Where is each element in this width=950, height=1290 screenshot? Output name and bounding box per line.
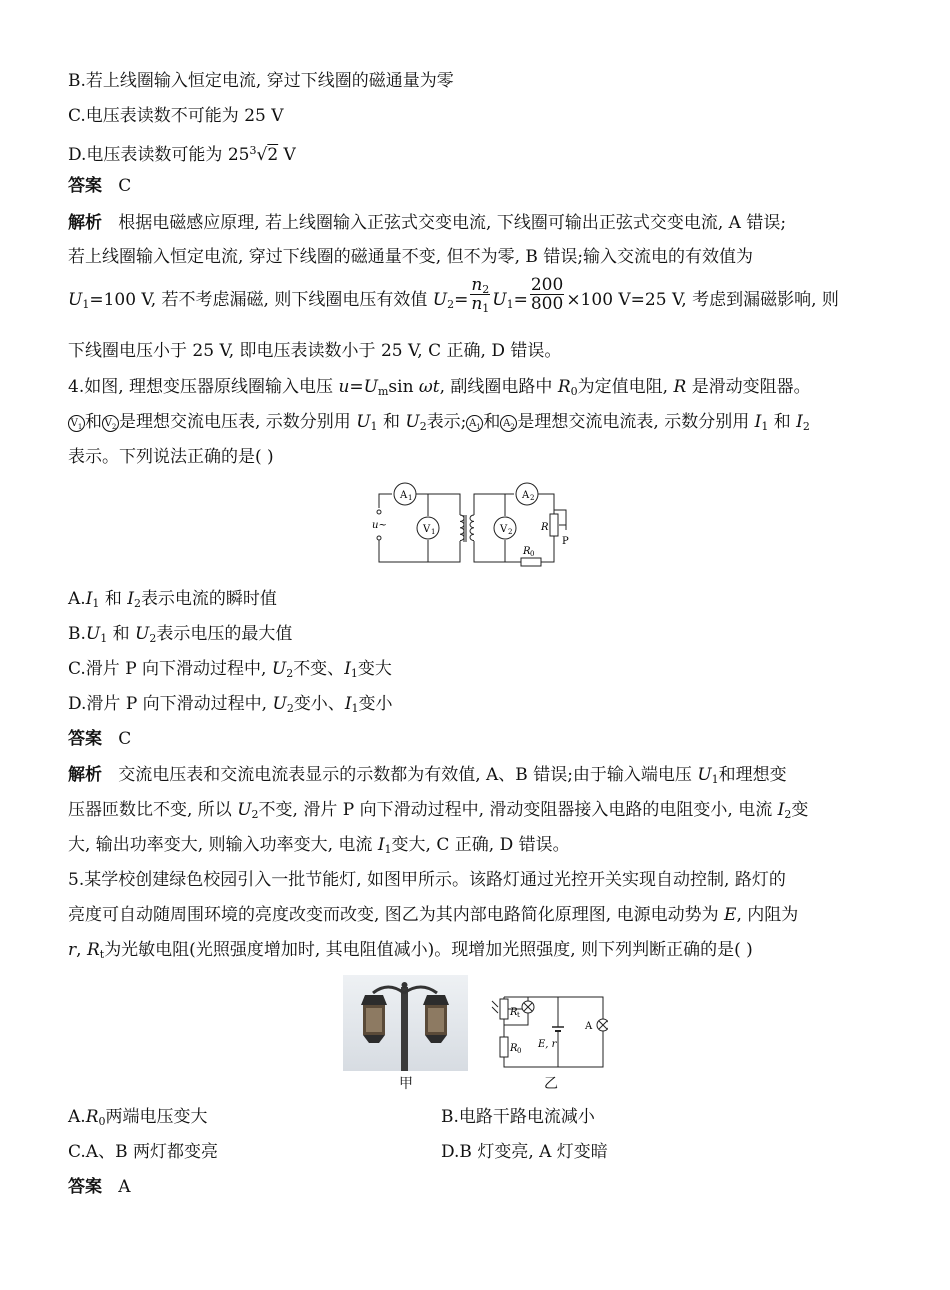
q3-analysis-line-4: 下线圈电压小于 25 V, 即电压表读数小于 25 V, C 正确, D 错误。 xyxy=(68,341,562,361)
q3-option-d-text: D.电压表读数可能为 25 xyxy=(68,145,250,165)
sub: 0 xyxy=(98,1115,106,1128)
frac-num: 200 xyxy=(530,275,564,295)
sym: U xyxy=(237,800,252,820)
fraction-200-800 xyxy=(530,276,564,313)
sub: 2 xyxy=(482,283,490,296)
q5-stem-line-2 xyxy=(68,904,798,926)
analysis-text: 根据电磁感应原理, 若上线圈输入正弦式交变电流, 下线圈可输出正弦式交变电流, A 错误; xyxy=(118,213,787,233)
sub: 2 xyxy=(286,702,294,715)
q4-option-a xyxy=(68,588,277,610)
sub: t xyxy=(99,948,105,961)
sym-u: U xyxy=(68,290,83,310)
eq: = xyxy=(454,290,469,310)
caption-yi: 乙 xyxy=(544,1076,558,1092)
sym: u xyxy=(338,377,350,397)
text: 和 xyxy=(773,412,797,432)
ammeter-a2-icon: $A_2$ xyxy=(500,415,517,432)
sub: 2 xyxy=(133,597,141,610)
sub: 2 xyxy=(286,667,294,680)
voltmeter-v2-icon: $V_2$ xyxy=(102,415,119,432)
text: sin xyxy=(388,377,419,397)
text: 为定值电阻, xyxy=(577,377,674,397)
sub: 1 xyxy=(761,420,769,433)
analysis-text: ×100 V=25 V, 考虑到漏磁影响, 则 xyxy=(566,290,839,310)
text: 变大, C 正确, D 错误。 xyxy=(391,835,570,855)
answer-label: 答案 xyxy=(68,729,102,749)
fig-label-er: E, r xyxy=(538,1039,557,1050)
fig-label-r0: R xyxy=(523,546,531,557)
text: 亮度可自动随周围环境的亮度改变而改变, 图乙为其内部电路简化原理图, 电源电动势为 xyxy=(68,905,725,925)
q4-option-d xyxy=(68,693,393,715)
fig-sub: 0 xyxy=(530,550,535,558)
q3-option-d: D.电压表读数可能为 $25^3√2$ V xyxy=(68,144,296,165)
analysis-text: =100 V, 若不考虑漏磁, 则下线圈电压有效值 xyxy=(89,290,433,310)
q3-analysis-line-1 xyxy=(68,212,786,234)
fig-label-r0: R xyxy=(510,1043,518,1054)
cube-root-symbol: 3 xyxy=(249,144,257,157)
text: 表示; xyxy=(426,412,467,432)
sym: U xyxy=(405,412,420,432)
fig-label-rt: R xyxy=(510,1007,518,1018)
text: 大, 输出功率变大, 则输入功率变大, 电流 xyxy=(68,835,378,855)
text: 变小 xyxy=(358,694,393,714)
fig-sub: 1 xyxy=(431,528,436,536)
q4-analysis-line-3 xyxy=(68,834,570,856)
text: 和理想变 xyxy=(718,765,787,785)
q5-option-b: B.电路干路电流减小 xyxy=(441,1107,595,1127)
sub: 2 xyxy=(802,420,810,433)
sym: U xyxy=(363,377,378,397)
ammeter-a1-icon: $A_1$ xyxy=(466,415,483,432)
text: D.滑片 P 向下滑动过程中, xyxy=(68,694,273,714)
sub: 2 xyxy=(784,808,792,821)
text: 表示电流的瞬时值 xyxy=(140,589,277,609)
sub: 2 xyxy=(419,420,427,433)
sub: 2 xyxy=(251,808,259,821)
text: 交流电压表和交流电流表显示的示数都为有效值, A、B 错误;由于输入端电压 xyxy=(118,765,698,785)
q3-analysis-line-3 xyxy=(68,275,839,315)
answer-label: 答案 xyxy=(68,1177,102,1197)
sym: I xyxy=(85,589,93,609)
sym: ωt xyxy=(418,377,440,397)
resistor-r0 xyxy=(521,558,541,566)
text: 变 xyxy=(791,800,809,820)
fig-sub: 2 xyxy=(508,528,513,536)
lamp-left xyxy=(361,995,387,1043)
text: 和 xyxy=(483,412,501,432)
radicand: 2 xyxy=(267,145,279,165)
sub: m xyxy=(377,385,389,398)
fig-sub: 0 xyxy=(517,1047,522,1055)
q5-stem-line-3 xyxy=(68,939,753,961)
q3-answer xyxy=(68,175,131,197)
transformer-circuit-diagram xyxy=(370,478,585,570)
text: , 内阻为 xyxy=(736,905,799,925)
fraction-n2-n1 xyxy=(470,276,490,313)
q4-stem-line-3: 表示。下列说法正确的是( ) xyxy=(68,447,274,467)
sub: 2 xyxy=(149,632,157,645)
sym: U xyxy=(135,624,150,644)
opt: A. xyxy=(68,1107,86,1127)
sym-u: U xyxy=(492,290,507,310)
text: 是理想交流电流表, 示数分别用 xyxy=(517,412,755,432)
text: 是理想交流电压表, 示数分别用 xyxy=(119,412,357,432)
q4-option-b xyxy=(68,623,292,645)
q5-option-c: C.A、B 两灯都变亮 xyxy=(68,1142,218,1162)
sym: R xyxy=(673,377,687,397)
fig-label-r: R xyxy=(541,522,549,533)
q5-option-a xyxy=(68,1106,208,1128)
answer-value: A xyxy=(118,1177,131,1197)
text: , 副线圈电路中 xyxy=(439,377,558,397)
sub: 1 xyxy=(711,773,719,786)
fig-label-p: P xyxy=(562,536,569,547)
text: 是滑动变阻器。 xyxy=(691,377,811,397)
rheostat-r xyxy=(550,514,558,536)
voltmeter-v1-icon: $V_1$ xyxy=(68,415,85,432)
light-control-circuit-diagram xyxy=(488,985,608,1073)
sub: 1 xyxy=(370,420,378,433)
sym: U xyxy=(697,765,712,785)
sym: I xyxy=(796,412,803,432)
q5-stem-line-1: 5.某学校创建绿色校园引入一批节能灯, 如图甲所示。该路灯通过光控开关实现自动控制, 路灯的 xyxy=(68,870,786,890)
q4-stem-line-2 xyxy=(68,411,810,433)
sub: 2 xyxy=(447,298,455,311)
sub: 1 xyxy=(350,667,358,680)
q5-option-d: D.B 灯变亮, A 灯变暗 xyxy=(441,1142,608,1162)
opt: A. xyxy=(68,589,86,609)
text: 4.如图, 理想变压器原线圈输入电压 xyxy=(68,377,339,397)
sym-u: U xyxy=(432,290,448,310)
q4-stem-line-1: 4.如图, 理想变压器原线圈输入电压 $u=U_m\sin$ ωt, 副线圈电路中 $R_0$为定值电阻, R 是滑动变阻器。 xyxy=(68,377,811,398)
sym: U xyxy=(271,659,287,679)
fig-label-u: u~ xyxy=(372,520,387,531)
sym: I xyxy=(754,412,762,432)
street-lamp-drawing xyxy=(343,975,468,1071)
sub: 1 xyxy=(100,632,108,645)
photoresistor-rt xyxy=(500,999,508,1019)
text: 表示电压的最大值 xyxy=(156,624,293,644)
q4-answer xyxy=(68,728,131,750)
resistor-r0 xyxy=(500,1037,508,1057)
sym: I xyxy=(777,800,785,820)
text: 和 xyxy=(382,412,406,432)
sym: U xyxy=(356,412,371,432)
q3-option-c: C.电压表读数不可能为 25 V xyxy=(68,106,284,126)
text: C.滑片 P 向下滑动过程中, xyxy=(68,659,272,679)
text: 变小、 xyxy=(293,694,345,714)
text: 为光敏电阻(光照强度增加时, 其电阻值减小)。现增加光照强度, 则下列判断正确的是( ) xyxy=(104,940,753,960)
text: 和 xyxy=(104,589,128,609)
answer-label: 答案 xyxy=(68,176,102,196)
analysis-label: 解析 xyxy=(68,213,102,233)
analysis-label: 解析 xyxy=(68,765,102,785)
sub: 0 xyxy=(570,385,578,398)
sub: 1 xyxy=(384,843,392,856)
lamp-right xyxy=(423,995,449,1043)
sym: U xyxy=(272,694,287,714)
sym: I xyxy=(344,694,352,714)
q3-analysis-line-2: 若上线圈输入恒定电流, 穿过下线圈的磁通量不变, 但不为零, B 错误;输入交流电的有效值为 xyxy=(68,247,754,267)
q4-option-c xyxy=(68,658,392,680)
sym: r xyxy=(68,940,77,960)
sub: 1 xyxy=(351,702,359,715)
sym: I xyxy=(127,589,134,609)
sym: R xyxy=(86,940,100,960)
fig-label-v2: V xyxy=(500,524,508,535)
sym: R xyxy=(557,377,571,397)
sub: 1 xyxy=(506,298,514,311)
q3-option-b: B.若上线圈输入恒定电流, 穿过下线圈的磁通量为零 xyxy=(68,71,454,91)
q4-analysis-line-2 xyxy=(68,799,808,821)
answer-value: C xyxy=(118,729,132,749)
sub: 1 xyxy=(482,302,490,315)
text: , xyxy=(76,940,87,960)
q4-analysis-line-1 xyxy=(68,764,787,786)
text: 两端电压变大 xyxy=(105,1107,208,1127)
caption-jia: 甲 xyxy=(399,1076,413,1092)
sym: I xyxy=(377,835,385,855)
fig-label-a2: A xyxy=(522,490,530,501)
sym: U xyxy=(85,624,101,644)
fig-sub: 2 xyxy=(530,494,535,502)
text: 变大 xyxy=(357,659,392,679)
fig-label-a: A xyxy=(585,1021,593,1032)
sym-n: n xyxy=(471,275,483,295)
q3-option-d-unit: V xyxy=(278,145,296,165)
text: 压器匝数比不变, 所以 xyxy=(68,800,238,820)
eq: = xyxy=(513,290,528,310)
q5-answer xyxy=(68,1176,131,1198)
fig-label-a1: A xyxy=(400,490,408,501)
fig-label-v1: V xyxy=(423,524,431,535)
fig-sub: t xyxy=(517,1011,520,1019)
sym: R xyxy=(85,1107,99,1127)
frac-den: 800 xyxy=(530,294,564,314)
sub: 1 xyxy=(92,597,100,610)
text: 和 xyxy=(112,624,136,644)
text: 和 xyxy=(85,412,102,432)
text: 不变、 xyxy=(293,659,345,679)
street-lamp-photo xyxy=(343,975,468,1071)
sym: I xyxy=(344,659,351,679)
sym-n: n xyxy=(471,294,483,314)
fig-sub: 1 xyxy=(408,494,413,502)
answer-value: C xyxy=(118,176,132,196)
sym: E xyxy=(724,905,737,925)
text: 不变, 滑片 P 向下滑动过程中, 滑动变阻器接入电路的电阻变小, 电流 xyxy=(258,800,778,820)
sub: 1 xyxy=(82,298,90,311)
opt: B. xyxy=(68,624,86,644)
